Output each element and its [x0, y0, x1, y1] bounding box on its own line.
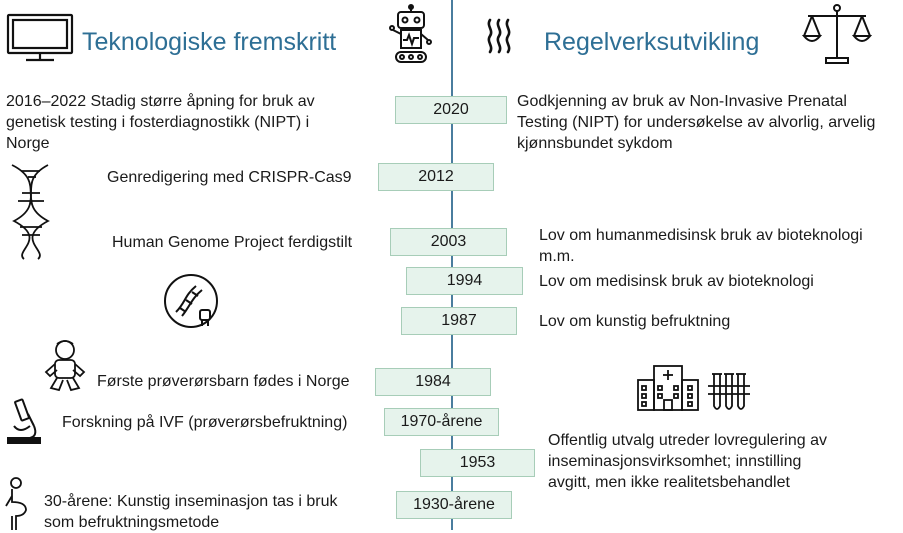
- hospital-icon: [636, 362, 700, 412]
- year-box-1970s: 1970-årene: [384, 408, 499, 436]
- event-right-2020-line3: kjønnsbundet sykdom: [517, 135, 673, 152]
- heat-waves-icon: [484, 16, 514, 56]
- robot-icon: [388, 4, 434, 66]
- event-left-1970s: Forskning på IVF (prøverørsbefruktning): [62, 414, 348, 431]
- event-right-2020: [517, 91, 875, 154]
- event-left-2003: Human Genome Project ferdigstilt: [112, 234, 353, 251]
- year-box-1994: 1994: [406, 267, 523, 295]
- event-left-1930s: [44, 491, 338, 533]
- event-right-2003-line2: m.m.: [539, 248, 575, 265]
- microscope-icon: [4, 396, 44, 446]
- header-technology: Teknologiske fremskritt: [82, 28, 337, 56]
- year-box-1953: 1953: [420, 449, 535, 477]
- dna-plug-icon: [162, 272, 220, 330]
- event-left-1930s-line2: som befruktningsmetode: [44, 514, 220, 531]
- event-left-2020: [6, 91, 315, 154]
- event-left-1984: Første prøverørsbarn fødes i Norge: [97, 373, 350, 390]
- event-left-1930s-line1: 30-årene: Kunstig inseminasjon tas i bruk: [44, 493, 338, 510]
- event-right-1953-line2: inseminasjonsvirksomhet; innstilling: [548, 453, 802, 470]
- event-left-2020-line2: genetisk testing i fosterdiagnostikk (NIPT) i: [6, 114, 310, 131]
- pregnant-woman-icon: [2, 476, 34, 530]
- event-right-2020-line1: Godkjenning av bruk av Non-Invasive Prenatal: [517, 93, 847, 110]
- scales-icon: [802, 2, 872, 66]
- event-left-2020-line1: 2016–2022 Stadig større åpning for bruk av: [6, 93, 315, 110]
- event-left-2012: Genredigering med CRISPR-Cas9: [107, 169, 352, 186]
- event-right-2003-line1: Lov om humanmedisinsk bruk av bioteknologi: [539, 227, 863, 244]
- baby-icon: [43, 338, 87, 392]
- year-box-2003: 2003: [390, 228, 507, 256]
- event-right-2020-line2: Testing (NIPT) for undersøkelse av alvorlig, arvelig: [517, 114, 876, 131]
- year-box-1984: 1984: [375, 368, 491, 396]
- year-box-2020: 2020: [395, 96, 507, 124]
- dna-icon: [8, 163, 54, 261]
- event-right-1994: Lov om medisinsk bruk av bioteknologi: [539, 273, 814, 290]
- event-right-2003: [539, 225, 863, 267]
- event-right-1953: [548, 430, 827, 493]
- test-tubes-icon: [706, 370, 752, 414]
- event-right-1953-line1: Offentlig utvalg utreder lovregulering av: [548, 432, 827, 449]
- event-right-1953-line3: avgitt, men ikke realitetsbehandlet: [548, 474, 790, 491]
- event-right-1987: Lov om kunstig befruktning: [539, 313, 731, 330]
- monitor-icon: [6, 13, 74, 63]
- year-box-1987: 1987: [401, 307, 517, 335]
- header-regulation: Regelverksutvikling: [544, 28, 760, 56]
- year-box-2012: 2012: [378, 163, 494, 191]
- event-left-2020-line3: Norge: [6, 135, 50, 152]
- year-box-1930s: 1930-årene: [396, 491, 512, 519]
